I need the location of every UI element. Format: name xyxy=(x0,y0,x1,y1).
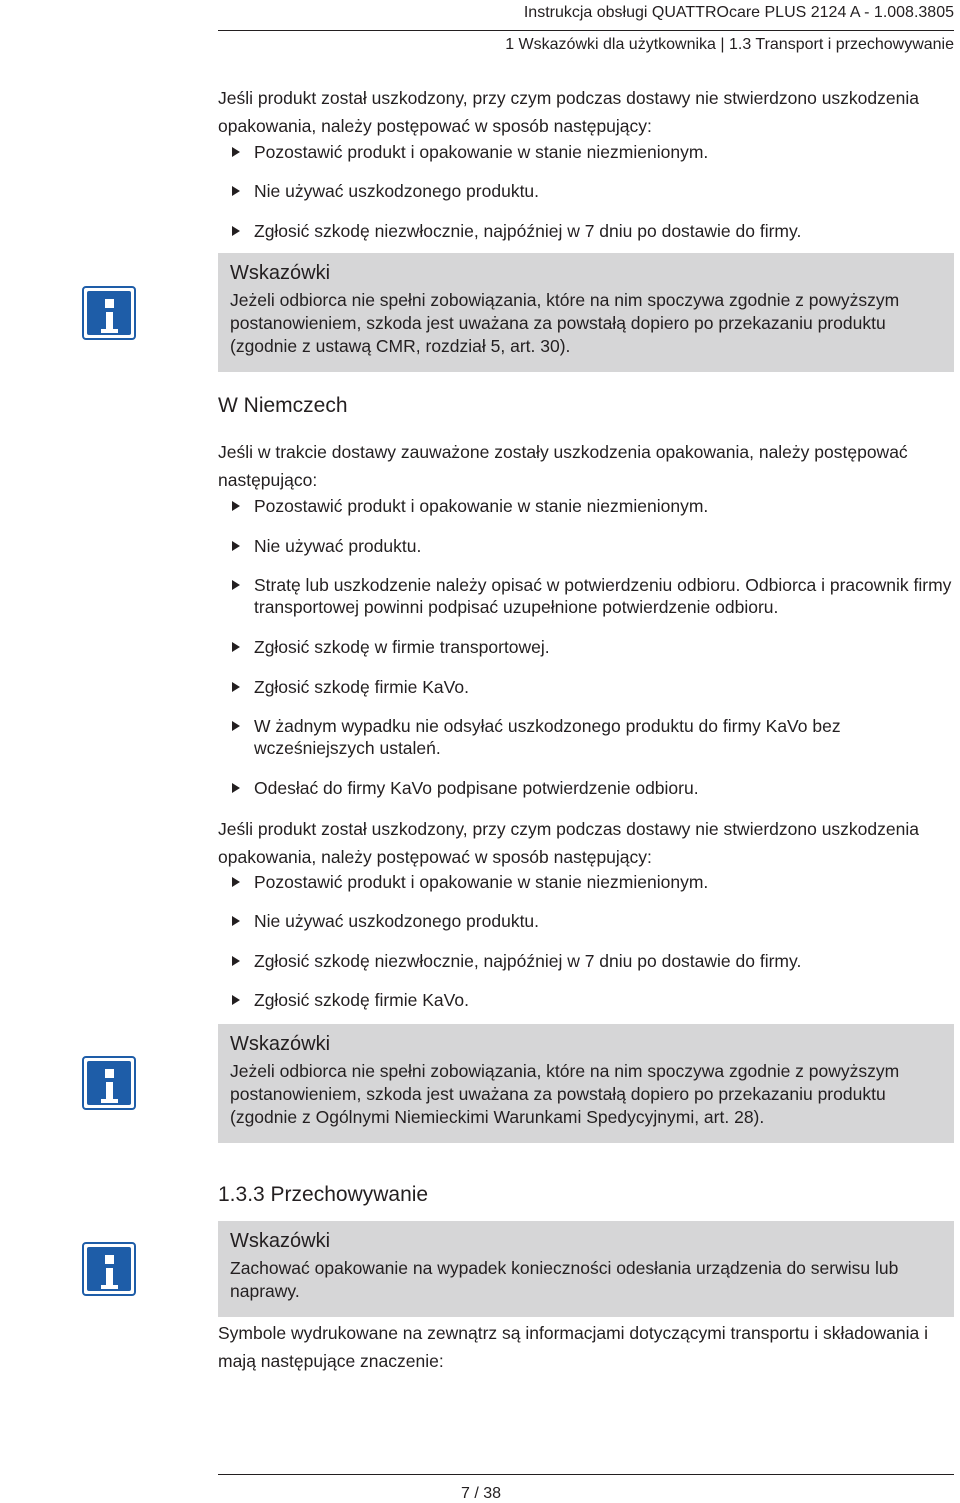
note-title: Wskazówki xyxy=(230,1230,331,1252)
list-item: Nie używać uszkodzonego produktu. xyxy=(232,180,954,202)
list-item: Zgłosić szkodę firmie KaVo. xyxy=(232,676,954,698)
list-item: Pozostawić produkt i opakowanie w stanie niezmienionym. xyxy=(232,141,954,163)
section-heading: W Niemczech xyxy=(218,394,348,417)
note-box xyxy=(218,1221,954,1317)
list-item: Zgłosić szkodę niezwłocznie, najpóźniej w 7 dniu po dostawie do firmy. xyxy=(232,220,954,242)
list-item: Odesłać do firmy KaVo podpisane potwierdzenie odbioru. xyxy=(232,777,954,799)
note-title: Wskazówki xyxy=(230,262,331,284)
bullet-triangle-icon xyxy=(232,995,240,1005)
note-text: Zachować opakowanie na wypadek konieczności odesłania urządzenia do serwisu lub naprawy. xyxy=(230,1258,899,1301)
document-title: Instrukcja obsługi QUATTROcare PLUS 2124 A - 1.008.3805 xyxy=(523,4,954,21)
bullet-triangle-icon xyxy=(232,580,240,590)
bullet-triangle-icon xyxy=(232,642,240,652)
bullet-triangle-icon xyxy=(232,916,240,926)
bullet-triangle-icon xyxy=(232,541,240,551)
note-text: Jeżeli odbiorca nie spełni zobowiązania, które na nim spoczywa zgodnie z powyższym postanowieniem, szkoda jest uważana za powstałą dopiero po przekazaniu produktu (zgodnie z Ogólnymi Niemieckimi Warunkami Spedycyjnymi, art. 28). xyxy=(230,1061,900,1127)
breadcrumb: 1 Wskazówki dla użytkownika | 1.3 Transport i przechowywanie xyxy=(505,36,954,53)
info-icon xyxy=(82,1056,136,1110)
note-box xyxy=(218,253,954,372)
list-item: Pozostawić produkt i opakowanie w stanie niezmienionym. xyxy=(232,495,954,517)
germany-intro-2: Jeśli produkt został uszkodzony, przy czym podczas dostawy nie stwierdzono uszkodzenia opakowania, należy postępować w sposób następujący: xyxy=(218,819,919,867)
list-item: Nie używać produktu. xyxy=(232,535,954,557)
list-item: Zgłosić szkodę firmie KaVo. xyxy=(232,989,954,1011)
bullet-triangle-icon xyxy=(232,147,240,157)
bullet-triangle-icon xyxy=(232,501,240,511)
list-item: Zgłosić szkodę w firmie transportowej. xyxy=(232,636,954,658)
info-icon xyxy=(82,1242,136,1296)
list-item: Stratę lub uszkodzenie należy opisać w potwierdzeniu odbioru. Odbiorca i pracownik firmy transportowej powinni podpisać uzupełnione potwierdzenie odbioru. xyxy=(232,574,954,618)
header-divider xyxy=(218,30,954,31)
bullet-triangle-icon xyxy=(232,956,240,966)
bullet-triangle-icon xyxy=(232,877,240,887)
note-text: Jeżeli odbiorca nie spełni zobowiązania, które na nim spoczywa zgodnie z powyższym postanowieniem, szkoda jest uważana za powstałą dopiero po przekazaniu produktu (zgodnie z ustawą CMR, rozdział 5, art. 30). xyxy=(230,290,900,356)
bullet-triangle-icon xyxy=(232,783,240,793)
note-title: Wskazówki xyxy=(230,1033,331,1055)
page-number: 7 / 38 xyxy=(460,1485,502,1502)
info-icon xyxy=(82,286,136,340)
section-heading: 1.3.3 Przechowywanie xyxy=(218,1183,429,1206)
list-item: Nie używać uszkodzonego produktu. xyxy=(232,910,954,932)
bullet-triangle-icon xyxy=(232,721,240,731)
footer-divider xyxy=(218,1474,954,1475)
note-box xyxy=(218,1024,954,1143)
list-item: Zgłosić szkodę niezwłocznie, najpóźniej w 7 dniu po dostawie do firmy. xyxy=(232,950,954,972)
list-item: Pozostawić produkt i opakowanie w stanie niezmienionym. xyxy=(232,871,954,893)
bullet-triangle-icon xyxy=(232,682,240,692)
bullet-triangle-icon xyxy=(232,186,240,196)
germany-intro: Jeśli w trakcie dostawy zauważone zostały uszkodzenia opakowania, należy postępować następująco: xyxy=(218,442,908,490)
storage-paragraph: Symbole wydrukowane na zewnątrz są informacjami dotyczącymi transportu i składowania i mają następujące znaczenie: xyxy=(218,1323,929,1371)
intro-paragraph: Jeśli produkt został uszkodzony, przy czym podczas dostawy nie stwierdzono uszkodzenia opakowania, należy postępować w sposób następujący: xyxy=(218,88,919,136)
bullet-triangle-icon xyxy=(232,226,240,236)
list-item: W żadnym wypadku nie odsyłać uszkodzonego produktu do firmy KaVo bez wcześniejszych ustaleń. xyxy=(232,715,954,759)
